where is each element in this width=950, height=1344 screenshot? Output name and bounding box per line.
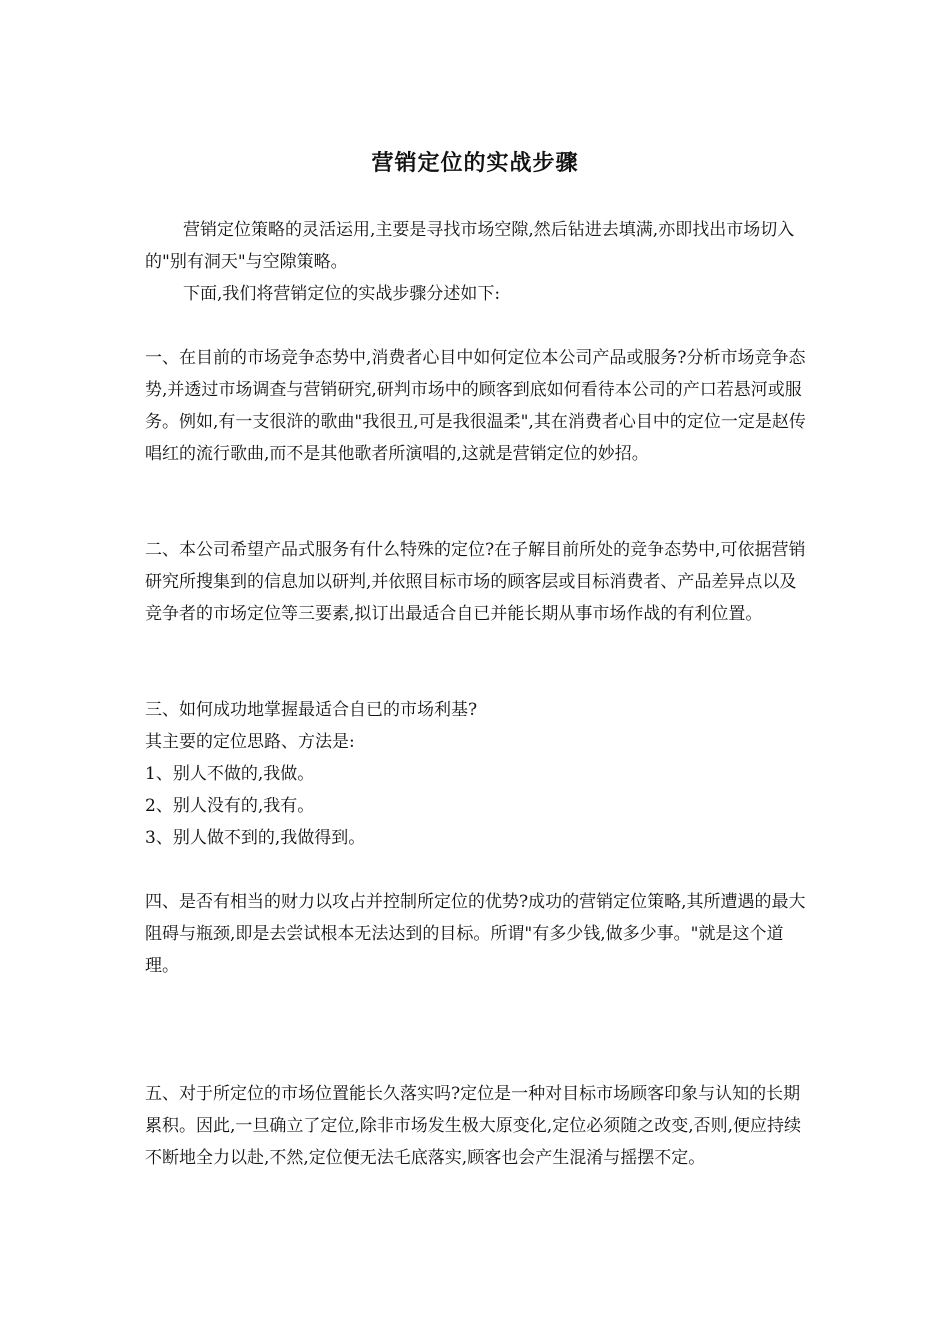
step-3-item-1: 1、别人不做的,我做。 [145,764,315,784]
step-3-item-3: 3、别人做不到的,我做得到。 [145,828,366,848]
intro-paragraph-1: 营销定位策略的灵活运用,主要是寻找市场空隙,然后钻进去填满,亦即找出市场切入的"别有洞天"与空隙策略。 [145,220,795,272]
step-5-paragraph: 五、对于所定位的市场位置能长久落实吗?定位是一种对目标市场顾客印象与认知的长期累积。因此,一旦确立了定位,除非市场发生极大原变化,定位必须随之改变,否则,便应持续不断地全力以赴,不然,定位便无法乇底落实,顾客也会产生混淆与摇摆不定。 [145,1084,802,1168]
step-1-paragraph: 一、在目前的市场竞争态势中,消费者心目中如何定位本公司产品或服务?分析市场竞争态势,并透过市场调查与营销研究,研判市场中的顾客到底如何看待本公司的产口若悬河或服务。例如,有一支很浒的歌曲"我很丑,可是我很温柔",其在消费者心目中的定位一定是赵传唱红的流行歌曲,而不是其他歌者所演唱的,这就是营销定位的妙招。 [145,348,806,464]
step-3-item-2: 2、别人没有的,我有。 [145,796,315,816]
step-2-paragraph: 二、本公司希望产品式服务有什么特殊的定位?在子解目前所处的竞争态势中,可依据营销研究所搜集到的信息加以研判,并依照目标市场的顾客层或目标消费者、产品差异点以及竞争者的市场定位等三要素,拟订出最适合自已并能长期从事市场作战的有利位置。 [145,540,806,624]
document-title: 营销定位的实战步骤 [371,150,579,176]
intro-paragraph-2: 下面,我们将营销定位的实战步骤分述如下: [183,284,501,304]
step-3-subheading: 其主要的定位思路、方法是: [145,732,355,752]
step-4-paragraph: 四、是否有相当的财力以攻占并控制所定位的优势?成功的营销定位策略,其所遭遇的最大阻碍与瓶颈,即是去尝试根本无法达到的目标。所谓"有多少钱,做多少事。"就是这个道理。 [145,892,806,976]
step-3-heading: 三、如何成功地掌握最适合自已的市场利基? [145,700,478,720]
